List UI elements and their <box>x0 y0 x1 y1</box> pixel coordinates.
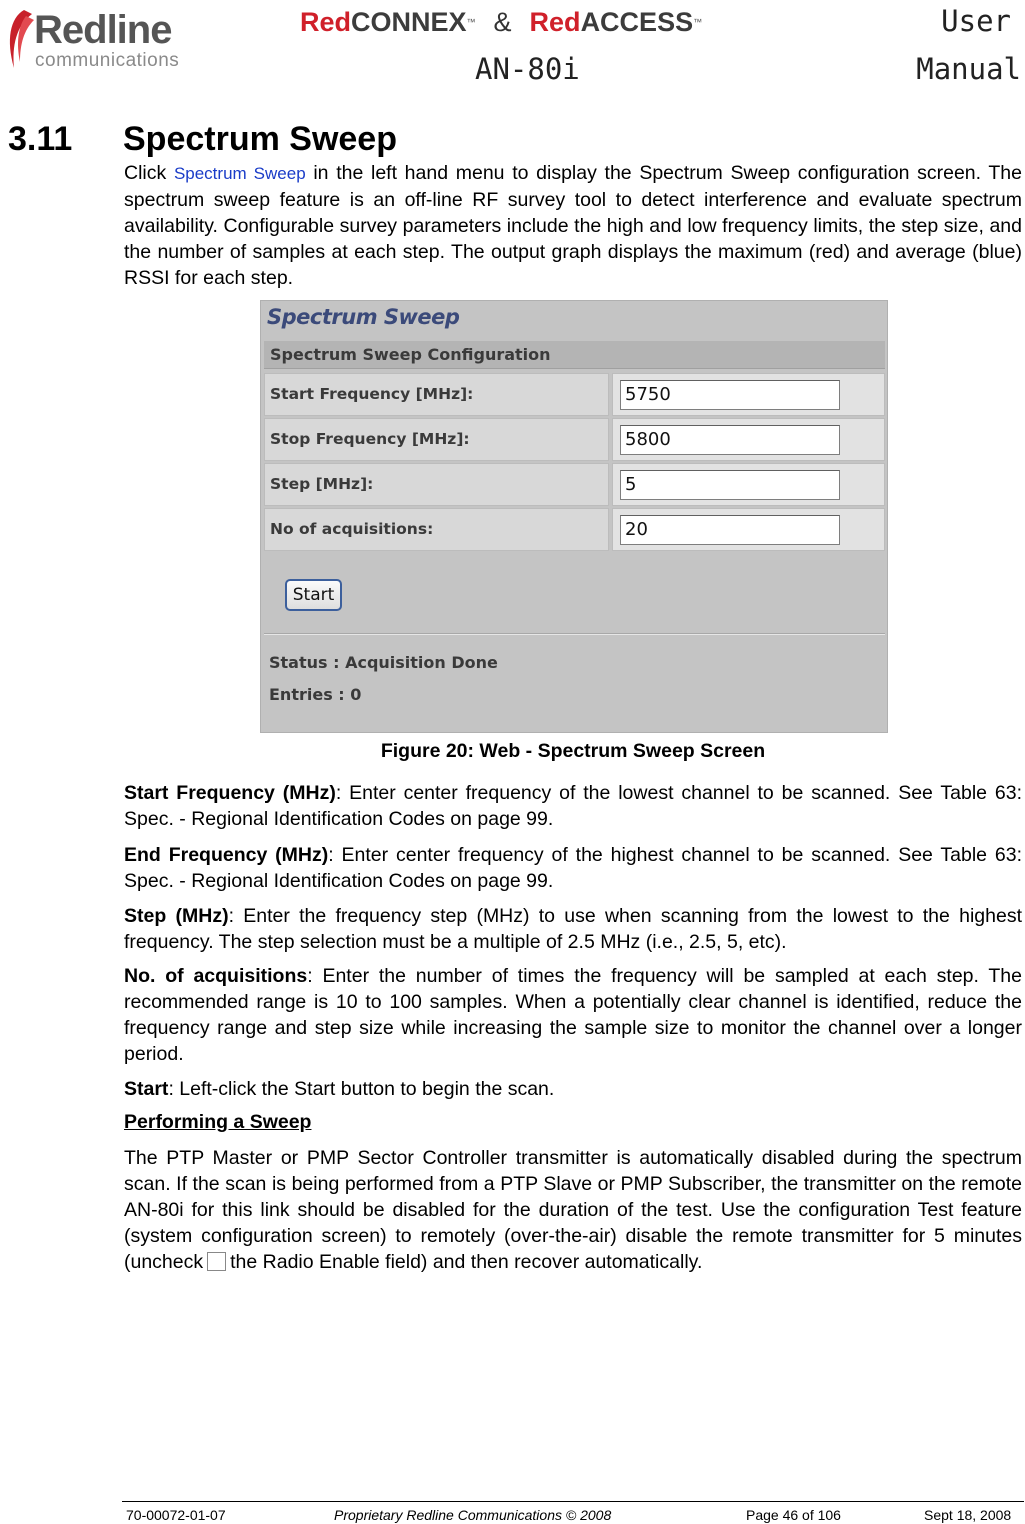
param-text: : Enter the number of times the frequency will be sampled at each step. The recommended range is 10 to 100 samples. When a potentially clear channel is identified, reduce the frequency range and step size while increasing the sample size to monitor the channel over a longer period. <box>124 965 1022 1065</box>
intro-prefix: Click <box>124 162 174 184</box>
brand2-tm: ™ <box>693 17 703 27</box>
step-cell <box>612 463 885 506</box>
figure-section-header: Spectrum Sweep Configuration <box>264 341 885 369</box>
brand1-dark: CONNEX <box>351 6 467 37</box>
section-number: 3.11 <box>8 120 73 158</box>
brand-ampersand: & <box>493 6 512 37</box>
acquisitions-row <box>264 508 885 551</box>
param-term: Start <box>124 1078 169 1100</box>
footer-date: Sept 18, 2008 <box>924 1507 1012 1523</box>
param-text: : Enter center frequency of the highest channel to be scanned. See Table 63: Spec. - Regional Identification Codes on page 99. <box>124 844 1022 892</box>
stop-frequency-cell <box>612 418 885 461</box>
stop-frequency-label: Stop Frequency [MHz]: <box>264 418 609 461</box>
spectrum-sweep-screenshot <box>260 300 888 733</box>
acquisitions-cell <box>612 508 885 551</box>
footer-doc-number: 70-00072-01-07 <box>126 1507 226 1523</box>
logo-name: Redline <box>34 8 172 52</box>
param-term: No. of acquisitions <box>124 965 308 987</box>
param-acquisitions <box>124 963 1022 1067</box>
page-header <box>0 0 1025 95</box>
brand2-red: Red <box>529 6 581 37</box>
spectrum-sweep-link[interactable]: Spectrum Sweep <box>173 164 306 183</box>
start-frequency-label: Start Frequency [MHz]: <box>264 373 609 416</box>
doc-type-line2: Manual <box>916 52 1021 86</box>
checkbox-icon <box>207 1252 226 1271</box>
figure-divider <box>264 633 885 635</box>
logo-subtitle: communications <box>35 50 180 71</box>
footer-rule <box>122 1501 1024 1502</box>
param-text: : Enter center frequency of the lowest channel to be scanned. See Table 63: Spec. - Regional Identification Codes on page 99. <box>124 782 1022 830</box>
brand2-dark: ACCESS <box>580 6 694 37</box>
param-start <box>124 1076 1022 1102</box>
model-name: AN-80i <box>475 52 580 86</box>
stop-frequency-input[interactable]: 5800 <box>620 425 840 455</box>
param-end-frequency <box>124 842 1022 894</box>
intro-paragraph <box>124 160 1022 291</box>
brand1-tm: ™ <box>466 17 476 27</box>
performing-text-after: the Radio Enable field) and then recover automatically. <box>230 1251 703 1273</box>
figure-caption: Figure 20: Web - Spectrum Sweep Screen <box>380 740 766 762</box>
performing-sweep-paragraph <box>124 1145 1022 1275</box>
intro-text: in the left hand menu to display the Spectrum Sweep configuration screen. The spectrum sweep feature is an off-line RF survey tool to detect interference and evaluate spectrum availability. Configurable survey parameters include the high and low frequency limits, the step size, and the number of samples at each step. The output graph displays the maximum (red) and average (blue) RSSI for each step. <box>124 162 1022 289</box>
acquisitions-label: No of acquisitions: <box>264 508 609 551</box>
product-brands <box>300 6 702 38</box>
entries-text: Entries : 0 <box>269 685 362 704</box>
start-frequency-row <box>264 373 885 416</box>
performing-sweep-heading: Performing a Sweep <box>124 1111 312 1133</box>
param-term: Step (MHz) <box>124 905 229 927</box>
redline-logo <box>4 6 214 76</box>
param-term: End Frequency (MHz) <box>124 844 329 866</box>
step-label: Step [MHz]: <box>264 463 609 506</box>
performing-text-before: The PTP Master or PMP Sector Controller transmitter is automatically disabled during the spectrum scan. If the scan is being performed from a PTP Slave or PMP Subscriber, the transmitter on the remote AN-80i for this link should be disabled for the duration of the test. Use the configuration Test feature (system configuration screen) to remotely (over-the-air) disable the remote transmitter for 5 minutes (uncheck <box>124 1147 1022 1273</box>
section-title: Spectrum Sweep <box>123 120 397 158</box>
param-start-frequency <box>124 780 1022 832</box>
figure-page-title: Spectrum Sweep <box>267 305 460 329</box>
start-button[interactable]: Start <box>285 579 342 611</box>
footer-copyright: Proprietary Redline Communications © 2008 <box>334 1507 612 1523</box>
param-step <box>124 903 1022 955</box>
doc-type-line1: User <box>941 4 1011 38</box>
step-row <box>264 463 885 506</box>
acquisitions-input[interactable]: 20 <box>620 515 840 545</box>
start-frequency-cell <box>612 373 885 416</box>
brand1-red: Red <box>300 6 352 37</box>
status-text: Status : Acquisition Done <box>269 653 498 672</box>
footer-page: Page 46 of 106 <box>746 1507 841 1523</box>
start-frequency-input[interactable]: 5750 <box>620 380 840 410</box>
param-text: : Left-click the Start button to begin the scan. <box>168 1078 555 1100</box>
step-input[interactable]: 5 <box>620 470 840 500</box>
stop-frequency-row <box>264 418 885 461</box>
param-term: Start Frequency (MHz) <box>124 782 336 804</box>
param-text: : Enter the frequency step (MHz) to use when scanning from the lowest to the highest frequency. The step selection must be a multiple of 2.5 MHz (i.e., 2.5, 5, etc). <box>124 905 1022 953</box>
